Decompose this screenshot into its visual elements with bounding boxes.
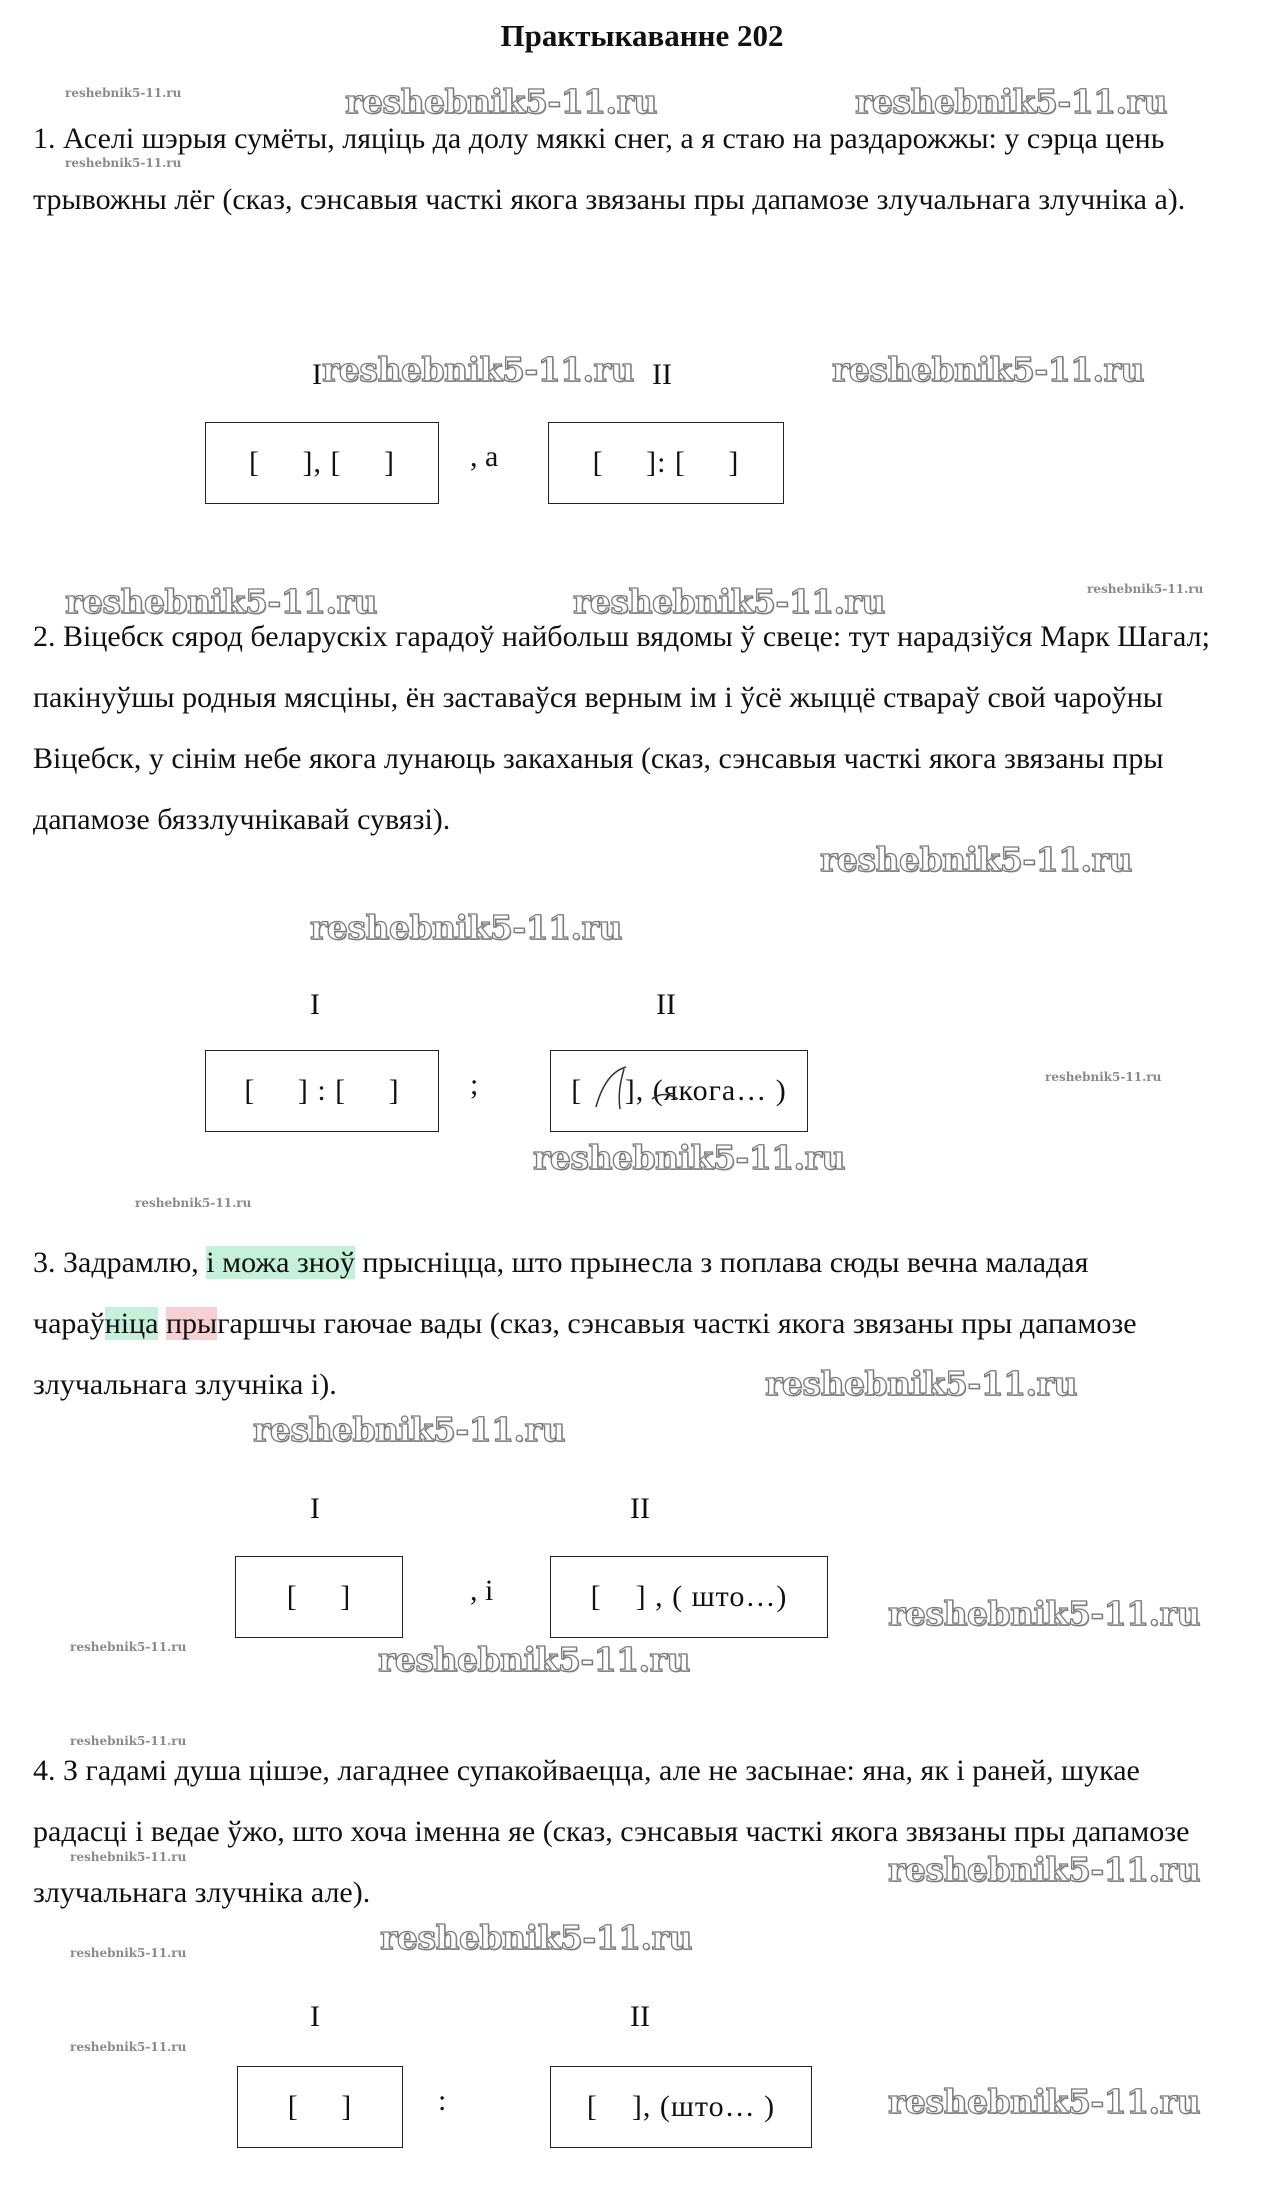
watermark-small: reshebnik5-11.ru xyxy=(70,1946,187,1960)
watermark-small: reshebnik5-11.ru xyxy=(65,156,182,170)
handwritten-scribble xyxy=(590,1055,690,1115)
exercise-3-label-i: I xyxy=(310,1492,320,1525)
exercise-3-highlight-green: і можа зноў xyxy=(206,1246,355,1279)
exercise-4-label-i: I xyxy=(310,2000,320,2033)
exercise-4-label-ii: II xyxy=(630,2000,650,2033)
watermark: reshebnik5-11.ru xyxy=(573,582,885,621)
exercise-3-connector: , і xyxy=(470,1574,494,1607)
watermark: reshebnik5-11.ru xyxy=(855,82,1167,121)
watermark-small: reshebnik5-11.ru xyxy=(65,86,182,100)
watermark-small: reshebnik5-11.ru xyxy=(70,2040,187,2054)
watermark: reshebnik5-11.ru xyxy=(765,1364,1077,1403)
exercise-1-scheme-box-2: [ ]: [ ] xyxy=(548,422,784,504)
watermark: reshebnik5-11.ru xyxy=(380,1918,692,1957)
exercise-3-scheme-box-2: [ ] , ( што…) xyxy=(550,1556,828,1638)
exercise-2-connector: ; xyxy=(470,1068,479,1101)
watermark: reshebnik5-11.ru xyxy=(310,908,622,947)
exercise-1-label-i: I xyxy=(312,358,322,391)
exercise-2-scheme-box-2: [ ], (якога… ) xyxy=(550,1050,808,1132)
exercise-3-highlight-pink: пры xyxy=(165,1307,218,1340)
exercise-4-connector: : xyxy=(438,2084,447,2117)
exercise-2-label-ii: II xyxy=(656,988,676,1021)
exercise-3-highlight-green-2: ніца xyxy=(104,1307,159,1340)
watermark: reshebnik5-11.ru xyxy=(253,1410,565,1449)
exercise-1-label-ii: II xyxy=(652,358,672,391)
exercise-4-scheme-box-1: [ ] xyxy=(237,2066,403,2148)
watermark: reshebnik5-11.ru xyxy=(820,840,1132,879)
exercise-3-text-end: гаршчы гаючае вады (сказ, сэнсавыя часткі якога звязаны пры дапамозе злучальнага злучніка і). xyxy=(33,1307,1137,1401)
exercise-4-scheme-box-2: [ ], (што… ) xyxy=(550,2066,812,2148)
watermark: reshebnik5-11.ru xyxy=(533,1138,845,1177)
watermark-small: reshebnik5-11.ru xyxy=(70,1640,187,1654)
exercise-1-text: 1. Аселі шэрыя сумёты, ляціць да долу мяккі снег, а я стаю на раздарожжы: у сэрца цень трывожны лёг (сказ, сэнсавыя часткі якога звязаны пры дапамозе злучальнага злучніка а). xyxy=(33,122,1186,216)
exercise-3-scheme-box-1: [ ] xyxy=(235,1556,403,1638)
page-title: Практыкаванне 202 xyxy=(500,18,784,53)
watermark: reshebnik5-11.ru xyxy=(888,2082,1200,2121)
watermark: reshebnik5-11.ru xyxy=(888,1594,1200,1633)
watermark: reshebnik5-11.ru xyxy=(322,350,634,389)
watermark: reshebnik5-11.ru xyxy=(65,582,377,621)
watermark: reshebnik5-11.ru xyxy=(378,1640,690,1679)
watermark: reshebnik5-11.ru xyxy=(832,350,1144,389)
exercise-3-text-start: 3. Задрамлю, xyxy=(33,1246,207,1279)
exercise-3-text-space xyxy=(158,1307,166,1340)
exercise-3-text-middle: прысніцца, што прынесла з поплава сюды вечна маладая чараў xyxy=(33,1246,1089,1340)
exercise-2-scheme-box-1: [ ] : [ ] xyxy=(205,1050,439,1132)
exercise-1-scheme-box-1: [ ], [ ] xyxy=(205,422,439,504)
exercise-4-text: 4. З гадамі душа цішэе, лагаднее супакойваецца, але не засынае: яна, як і раней, шукае радасці і ведае ўжо, што хоча іменна яе (сказ, сэнсавыя часткі якога звязаны пры дапамозе злучальнага злучніка але). xyxy=(33,1754,1190,1909)
watermark-small: reshebnik5-11.ru xyxy=(70,1850,187,1864)
watermark: reshebnik5-11.ru xyxy=(888,1850,1200,1889)
watermark-small: reshebnik5-11.ru xyxy=(135,1196,252,1210)
exercise-1-connector: , а xyxy=(470,440,499,473)
watermark-small: reshebnik5-11.ru xyxy=(1087,582,1204,596)
exercise-2-label-i: I xyxy=(310,988,320,1021)
watermark-small: reshebnik5-11.ru xyxy=(70,1734,187,1748)
watermark-small: reshebnik5-11.ru xyxy=(1045,1070,1162,1084)
exercise-2-text: 2. Віцебск сярод беларускіх гарадоў найбольш вядомы ў свеце: тут нарадзіўся Марк Шагал; пакінуўшы родныя мясціны, ён заставаўся верным ім і ўсё жыццё ствараў свой чароўны Віцебск, у сінім небе якога лунаюць закаханыя (сказ, сэнсавыя часткі якога звязаны пры дапамозе бяззлучнікавай сувязі). xyxy=(33,620,1210,836)
watermark: reshebnik5-11.ru xyxy=(345,82,657,121)
exercise-3-label-ii: II xyxy=(630,1492,650,1525)
